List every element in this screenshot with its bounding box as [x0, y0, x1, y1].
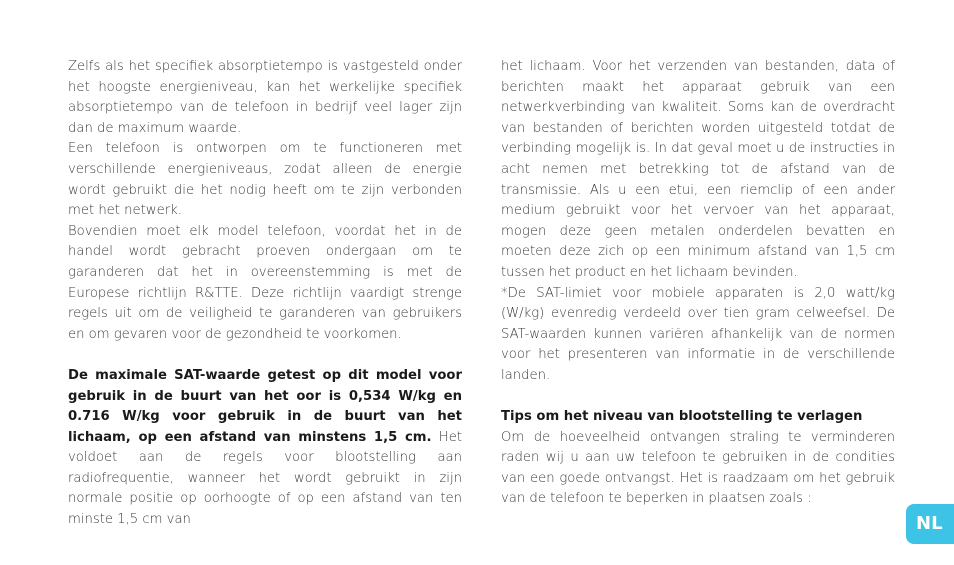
paragraph-rtte-directive: Bovendien moet elk model telefoon, voordat het in de handel wordt gebracht proeven ondergaan om te garanderen dat het in overeenstemming is met de Europese richtlijn R&TTE. Deze richtlijn vaardigt strenge regels uit om de veiligheid te garanderen van gebruikers en om gevaren voor de gezondheid te voorkomen. [68, 223, 462, 342]
left-column [68, 57, 462, 531]
paragraph-energy-levels: Een telefoon is ontworpen om te functioneren met verschillende energieniveaus, zodat alleen de energie wordt gebruikt die het nodig heeft om te zijn verbonden met het netwerk. [68, 141, 462, 219]
max-sat-rest: Het voldoet aan de regels voor blootstelling aan radiofrequentie, wanneer het wordt gebruikt in zijn normale positie op oorhoogte of op een afstand van ten minste 1,5 cm van [68, 429, 462, 528]
right-column [501, 57, 895, 510]
max-sat-bold: De maximale SAT-waarde getest op dit model voor gebruik in de buurt van het oor is 0,534 W/kg en 0.716 W/kg voor gebruik in de buurt van het lichaam, op een afstand van minstens 1,5 cm. [68, 367, 462, 445]
paragraph-sar-measured: Zelfs als het specifiek absorptietempo is vastgesteld onder het hoogste energieniveau, kan het werkelijke specifiek absorptietempo van de telefoon in bedrijf veel lager zijn dan de maximum waarde. [68, 59, 462, 136]
paragraph-body-distance: het lichaam. Voor het verzenden van bestanden, data of berichten maakt het apparaat gebruik van een netwerkverbinding van kwaliteit. Soms kan de overdracht van bestanden of berichten worden uitgesteld totdat de verbinding mogelijk is. In dat geval moet u de instructies in acht nemen met betrekking tot de afstand van de transmissie. Als u een etui, een riemclip of een ander medium gebruikt voor het vervoer van het apparaat, mogen deze geen metalen onderdelen bevatten en moeten deze zich op een minimum afstand van 1,5 cm tussen het product en het lichaam bevinden. [501, 59, 895, 280]
paragraph-max-sat [68, 366, 462, 531]
paragraph-tips: Om de hoeveelheid ontvangen straling te verminderen raden wij u aan uw telefoon te gebruiken in de condities van een goede ontvangst. Het is raadzaam om het gebruik van de telefoon te beperken in plaatsen zoals : [501, 429, 895, 507]
tips-heading: Tips om het niveau van blootstelling te verlagen [501, 409, 863, 425]
language-tab: NL [906, 504, 954, 544]
paragraph-sat-limit: *De SAT-limiet voor mobiele apparaten is 2,0 watt/kg (W/kg) evenredig verdeeld over tien gram celweefsel. De SAT-waarden kunnen variëren afhankelijk van de normen voor het presenteren van informatie in de verschillende landen. [501, 285, 895, 383]
